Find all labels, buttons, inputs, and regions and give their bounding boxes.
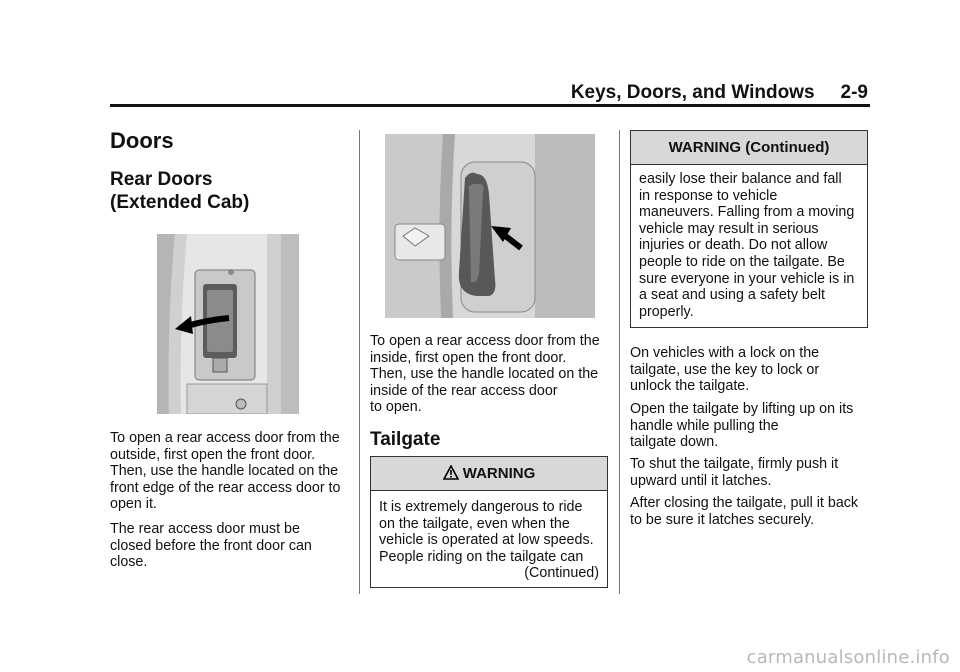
text-line: To open a rear access door from the xyxy=(370,333,600,349)
text-line: to be sure it latches securely. xyxy=(630,511,815,528)
text-line: easily lose their balance and fall xyxy=(639,171,842,187)
rear-door-outside-illustration xyxy=(157,234,299,414)
rear-door-inside-illustration xyxy=(385,134,595,318)
text-line: people to ride on the tailgate. Be xyxy=(639,253,845,270)
text-line: a seat and using a safety belt xyxy=(639,287,825,304)
rear-door-inside-figure xyxy=(385,134,595,318)
rear-door-inside-paragraph xyxy=(370,333,615,416)
rear-door-outside-figure xyxy=(157,234,299,414)
text-line: sure everyone in your vehicle is in xyxy=(639,270,855,287)
text-line: in response to vehicle xyxy=(639,187,778,204)
text-line: maneuvers. Falling from a moving xyxy=(639,204,855,221)
text-line: close. xyxy=(110,554,148,570)
text-line: to open. xyxy=(370,399,422,415)
rear-door-closing-paragraph xyxy=(110,521,350,571)
warning-header xyxy=(371,457,607,491)
text-line: inside, first open the front door. xyxy=(370,349,567,366)
text-line: Open the tailgate by lifting up on its xyxy=(630,401,854,417)
rear-doors-heading-line2: (Extended Cab) xyxy=(110,192,250,213)
text-line: closed before the front door can xyxy=(110,537,312,554)
text-line: handle while pulling the xyxy=(630,417,779,434)
text-line: People riding on the tailgate can xyxy=(379,548,584,565)
text-line: After closing the tailgate, pull it back xyxy=(630,495,859,511)
text-line: unlock the tailgate. xyxy=(630,378,750,394)
tailgate-close-check-paragraph xyxy=(630,495,875,528)
tailgate-open-paragraph xyxy=(630,401,875,451)
text-line: upward until it latches. xyxy=(630,472,772,489)
warning-continued-body xyxy=(631,165,867,326)
text-line: tailgate, use the key to lock or xyxy=(630,361,820,378)
watermark: carmanualsonline.info xyxy=(746,647,950,668)
rear-doors-heading-line1: Rear Doors xyxy=(110,169,213,190)
text-line: tailgate down. xyxy=(630,434,719,450)
text-line: properly. xyxy=(639,303,694,320)
tailgate-lock-paragraph xyxy=(630,345,875,395)
header-rule xyxy=(110,104,870,107)
text-line: outside, first open the front door. xyxy=(110,446,316,463)
column-divider-2 xyxy=(619,130,620,594)
text-line: vehicle may result in serious xyxy=(639,220,819,237)
text-line: Then, use the handle located on the xyxy=(370,366,599,382)
page-header xyxy=(571,82,868,104)
tailgate-heading: Tailgate xyxy=(370,429,441,450)
warning-triangle-icon xyxy=(443,459,459,493)
warning-title: WARNING xyxy=(462,465,536,482)
text-line: vehicle is operated at low speeds. xyxy=(379,532,594,549)
rear-door-outside-paragraph xyxy=(110,430,350,513)
text-line: open it. xyxy=(110,496,157,512)
text-line: To open a rear access door from the xyxy=(110,430,340,446)
doors-heading: Doors xyxy=(110,128,174,153)
text-line: To shut the tailgate, firmly push it xyxy=(630,456,839,472)
page-number: 2-9 xyxy=(840,82,868,103)
text-line: On vehicles with a lock on the xyxy=(630,345,820,361)
text-line: The rear access door must be xyxy=(110,521,300,537)
continued-label: (Continued) xyxy=(524,565,599,582)
warning-continued-header: WARNING (Continued) xyxy=(631,131,867,165)
text-line: inside of the rear access door xyxy=(370,382,558,399)
column-divider-1 xyxy=(359,130,360,594)
text-line: It is extremely dangerous to ride xyxy=(379,499,583,515)
tailgate-shut-paragraph xyxy=(630,456,875,489)
rear-doors-heading xyxy=(110,168,249,214)
tailgate-warning-continued-box xyxy=(630,130,868,328)
text-line: on the tailgate, even when the xyxy=(379,515,570,532)
tailgate-warning-box xyxy=(370,456,608,588)
text-line: injuries or death. Do not allow xyxy=(639,237,828,254)
warning-body xyxy=(371,491,607,588)
text-line: Then, use the handle located on the xyxy=(110,463,339,479)
text-line: front edge of the rear access door to xyxy=(110,479,341,496)
section-title: Keys, Doors, and Windows xyxy=(570,82,815,103)
